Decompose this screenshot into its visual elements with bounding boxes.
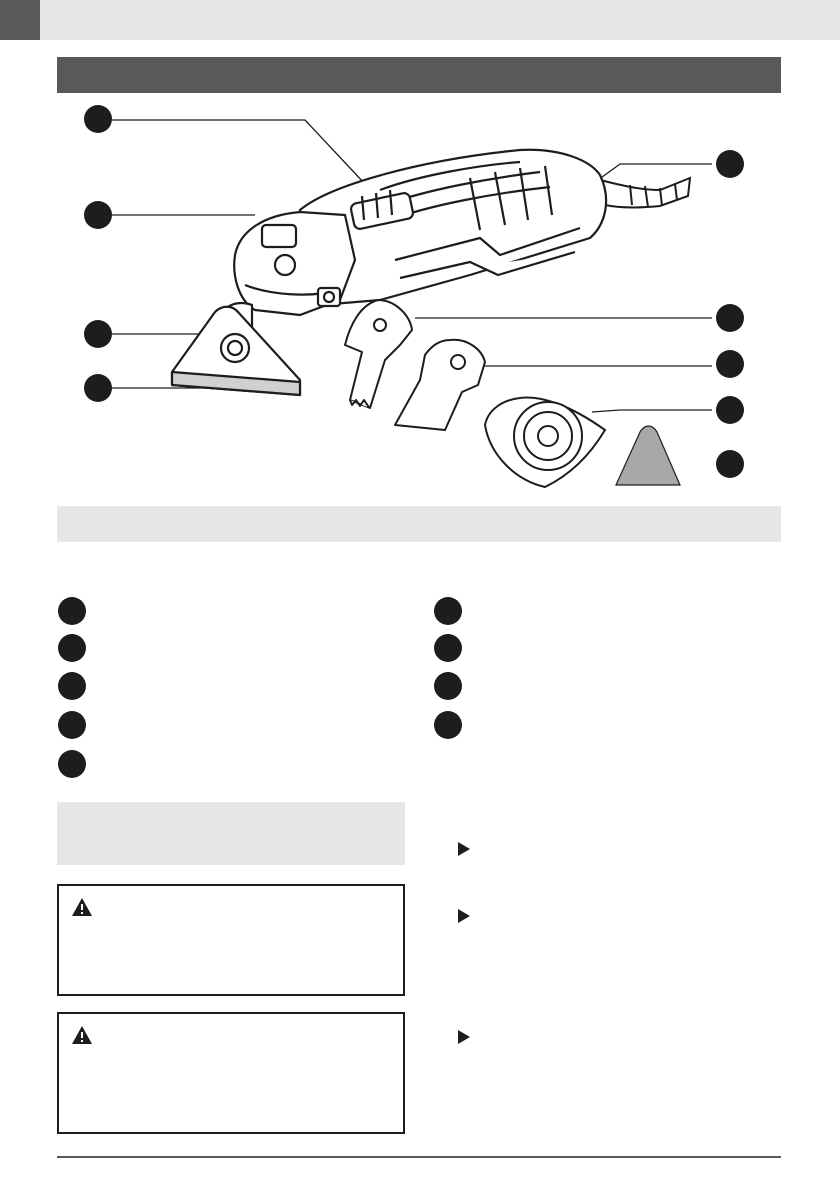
callout-marker [716, 350, 744, 378]
play-arrow-icon [458, 1030, 470, 1044]
legend-marker [434, 597, 462, 625]
callout-marker [84, 374, 112, 402]
sanding-pad [172, 307, 300, 395]
play-arrow-icon [458, 842, 470, 856]
wide-blade [395, 340, 485, 430]
info-heading-box [57, 802, 405, 865]
leader-line-8 [592, 410, 712, 412]
sanding-sheet [616, 426, 680, 485]
legend-marker [58, 597, 86, 625]
callout-marker [84, 201, 112, 229]
clamp-lever [262, 225, 296, 247]
callout-marker [84, 105, 112, 133]
plunge-blade [345, 300, 412, 408]
segment-saw-blade [485, 397, 605, 487]
legend-marker [58, 750, 86, 778]
warning-triangle-icon [71, 1025, 93, 1045]
warning-box [57, 884, 405, 996]
section-subheader-bar [57, 506, 781, 542]
legend-marker [434, 634, 462, 662]
callout-marker [716, 396, 744, 424]
legend-marker [434, 672, 462, 700]
legend-marker [58, 672, 86, 700]
callout-marker [84, 320, 112, 348]
warning-box [57, 1012, 405, 1134]
callout-marker [716, 304, 744, 332]
legend-marker [58, 711, 86, 739]
play-arrow-icon [458, 909, 470, 923]
power-cord [600, 178, 690, 207]
tool-illustration [0, 0, 840, 500]
legend-marker [434, 711, 462, 739]
leader-line-5 [598, 164, 712, 180]
warning-triangle-icon [71, 897, 93, 917]
footer-rule [57, 1156, 781, 1158]
legend-marker [58, 634, 86, 662]
callout-marker [716, 450, 744, 478]
callout-marker [716, 150, 744, 178]
